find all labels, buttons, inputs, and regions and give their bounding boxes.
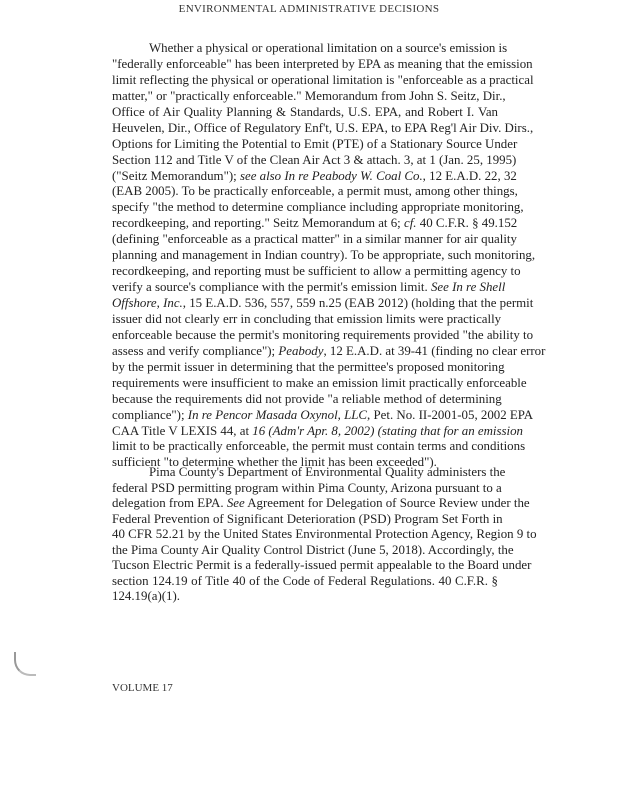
text-line: because the requirements did not provide "a reliable method of determining [112,391,502,406]
volume-footer: VOLUME 17 [112,682,173,694]
text-line: delegation from EPA. See Agreement for Delegation of Source Review under the [112,496,530,510]
paragraph-2 [112,465,537,605]
text-line: (defining "enforceable as a practical matter" in a similar manner for air quality [112,232,517,247]
paragraph-1 [112,41,546,471]
text-line: Tucson Electric Permit is a federally-issued permit appealable to the Board under [112,558,532,572]
text-line: Section 112 and Title V of the Clean Air Act 3 & attach. 3, at 1 (Jan. 25, 1995) [112,152,517,167]
text-line: limit to be practically enforceable, the permit must contain terms and conditions [112,439,526,454]
text-line: issuer did not clearly err in concluding that emission limits were practically [112,311,502,326]
text-line: Office of Air Quality Planning & Standards, U.S. EPA, and Robert I. Van [112,104,498,119]
text-line: 40 CFR 52.21 by the United States Environmental Protection Agency, Region 9 to [112,527,537,541]
text-line: specify "the method to determine compliance including appropriate monitoring, [112,200,524,215]
text-line: planning and management in Indian country). To be appropriate, such monitoring, [112,248,536,263]
text-line: by the permit issuer in determining that the permittee's proposed monitoring [112,359,505,374]
text-line: federal PSD permitting program within Pima County, Arizona pursuant to a [112,480,502,495]
text-line: Federal Prevention of Significant Deterioration (PSD) Program Set Forth in [112,511,503,526]
text-line: matter," or "practically enforceable." Memorandum from John S. Seitz, Dir., [112,88,506,103]
text-line: (EAB 2005). To be practically enforceable, a permit must, among other things, [112,184,518,199]
text-line: requirements were insufficient to make an emission limit practically enforceable [112,375,527,390]
text-line: recordkeeping, and reporting must be sufficient to allow a permitting agency to [112,264,521,279]
text-line: compliance"); In re Pencor Masada Oxynol, LLC, Pet. No. II-2001-05, 2002 EPA [112,407,534,422]
text-line: Pima County's Department of Environmental Quality administers the [149,465,506,479]
text-line: assess and verify compliance"); Peabody, 12 E.A.D. at 39-41 (finding no clear error [112,343,546,358]
text-line: Whether a physical or operational limitation on a source's emission is [149,41,508,55]
text-line: verify a source's compliance with the permit's emission limit. See In re Shell [112,280,506,295]
text-line: enforceable because the permit's monitoring requirements provided "the ability to [112,327,534,342]
text-line: Offshore, Inc., 15 E.A.D. 536, 557, 559 n.25 (EAB 2012) (holding that the permit [112,296,534,310]
text-line: 124.19(a)(1). [112,589,181,603]
text-line: "federally enforceable" has been interpreted by EPA as meaning that the emission [112,56,533,71]
scan-artifact-mark [14,652,36,676]
text-line: recordkeeping, and reporting." Seitz Memorandum at 6; cf. 40 C.F.R. § 49.152 [112,216,518,231]
text-line: section 124.19 of Title 40 of the Code of Federal Regulations. 40 C.F.R. § [112,573,498,588]
text-line: sufficient "to determine whether the limit has been exceeded"). [112,455,437,470]
text-line: limit reflecting the physical or operational limitation is "enforceable as a practical [112,72,534,87]
text-line: Heuvelen, Dir., Office of Regulatory Enf't, U.S. EPA, to EPA Reg'l Air Div. Dirs., [112,120,534,135]
text-line: CAA Title V LEXIS 44, at 16 (Adm'r Apr. 8, 2002) (stating that for an emission [112,423,524,438]
text-line: the Pima County Air Quality Control District (June 5, 2018). Accordingly, the [112,542,514,557]
running-header: ENVIRONMENTAL ADMINISTRATIVE DECISIONS [178,3,440,15]
text-line: ("Seitz Memorandum"); see also In re Peabody W. Coal Co., 12 E.A.D. 22, 32 [112,168,517,183]
text-line: Options for Limiting the Potential to Emit (PTE) of a Stationary Source Under [112,136,518,151]
